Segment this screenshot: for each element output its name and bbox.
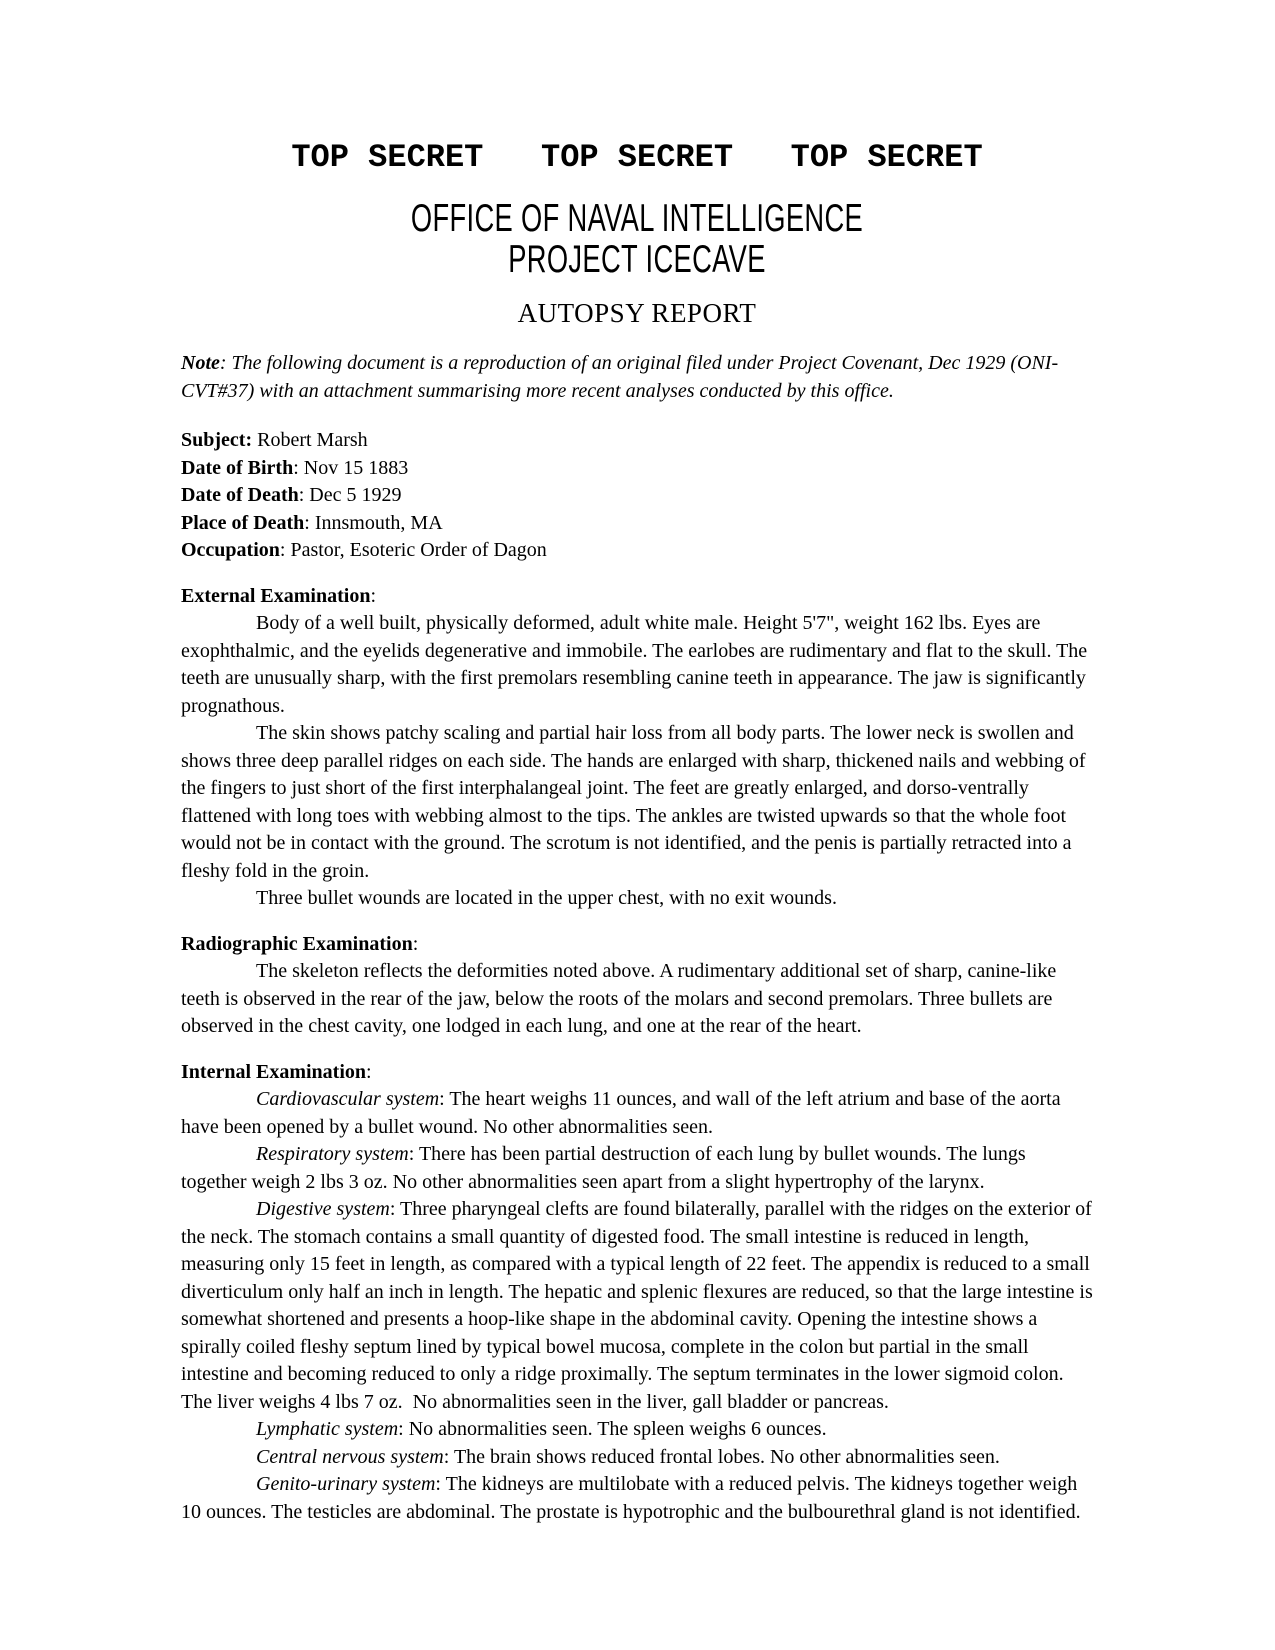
paragraph-lymphatic-system bbox=[181, 1416, 1093, 1444]
system-text: : Three pharyngeal clefts are found bilaterally, parallel with the ridges on the exterior of the neck. The stomach contains a small quantity of digested food. The small intestine is reduced in length, measuring only 15 feet in length, as compared with a typical length of 22 feet. The appendix is reduced to a small diverticulum only half an inch in length. The hepatic and splenic flexures are reduced, so that the large intestine is somewhat shortened and presents a hoop-like shape in the abdominal cavity. Opening the intestine shows a spirally coiled fleshy septum lined by typical bowel mucosa, complete in the colon but partial in the small intestine and becoming reduced to only a ridge proximally. The septum terminates in the lower sigmoid colon. The liver weighs 4 lbs 7 oz. No abnormalities seen in the liver, gall bladder or pancreas. bbox=[181, 1198, 1098, 1413]
system-text: : The kidneys are multilobate with a reduced pelvis. The kidneys together weigh 10 ounces. The testicles are abdominal. The prostate is hypotrophic and the bulbourethral gland is not identified. bbox=[181, 1473, 1083, 1523]
info-row-date-of-birth bbox=[181, 455, 1093, 483]
paragraph-respiratory-system bbox=[181, 1141, 1093, 1196]
paragraph-central-nervous-system bbox=[181, 1444, 1093, 1472]
system-text: : The heart weighs 11 ounces, and wall of the left atrium and base of the aorta have been opened by a bullet wound. No other abnormalities seen. bbox=[181, 1088, 1066, 1138]
note-text: : The following document is a reproduction of an original filed under Project Covenant, Dec 1929 (ONI-CVT#37) with an attachment summarising more recent analyses conducted by this office. bbox=[181, 352, 1059, 402]
note-label: Note bbox=[181, 352, 220, 374]
info-value: : Innsmouth, MA bbox=[304, 511, 443, 534]
system-lead: Central nervous system bbox=[256, 1445, 444, 1468]
agency-title: OFFICE OF NAVAL INTELLIGENCE bbox=[410, 197, 864, 240]
info-value: : Pastor, Esoteric Order of Dagon bbox=[279, 539, 547, 561]
classification-banner: TOP SECRET TOP SECRET TOP SECRET bbox=[291, 139, 983, 176]
system-text: : No abnormalities seen. The spleen weighs 6 ounces. bbox=[398, 1418, 827, 1440]
system-text: : There has been partial destruction of each lung by bullet wounds. The lungs together weigh 2 lbs 3 oz. No other abnormalities seen apart from a slight hypertrophy of the larynx. bbox=[181, 1143, 1031, 1193]
document-page bbox=[181, 0, 1098, 1526]
system-lead: Respiratory system bbox=[256, 1143, 409, 1165]
document-title: AUTOPSY REPORT bbox=[517, 298, 757, 328]
section-heading-text: External Examination bbox=[181, 584, 371, 607]
system-text: : The brain shows reduced frontal lobes. No other abnormalities seen. bbox=[443, 1445, 1000, 1468]
info-label: Place of Death bbox=[181, 511, 305, 534]
note-paragraph bbox=[181, 350, 1093, 405]
section-heading-suffix: : bbox=[412, 932, 419, 955]
section-heading bbox=[181, 583, 1093, 611]
info-label: Subject: bbox=[181, 429, 253, 451]
section-radiographic-examination bbox=[181, 931, 1093, 1041]
info-value: : Nov 15 1883 bbox=[293, 456, 409, 479]
paragraph-genito-urinary-system bbox=[181, 1471, 1093, 1526]
info-row-subject bbox=[181, 427, 1093, 455]
section-heading-text: Internal Examination bbox=[181, 1060, 367, 1083]
info-label: Date of Birth bbox=[181, 456, 294, 479]
info-row-occupation bbox=[181, 537, 1093, 565]
info-label: Date of Death bbox=[181, 484, 299, 506]
paragraph-cardiovascular-system bbox=[181, 1086, 1093, 1141]
section-heading-suffix: : bbox=[366, 1060, 372, 1083]
info-row-place-of-death bbox=[181, 510, 1093, 538]
info-value: Robert Marsh bbox=[252, 429, 368, 451]
section-external-examination bbox=[181, 583, 1093, 913]
project-title: PROJECT ICECAVE bbox=[508, 238, 766, 281]
system-lead: Genito-urinary system bbox=[256, 1473, 436, 1495]
paragraph: The skeleton reflects the deformities noted above. A rudimentary additional set of sharp, canine-like teeth is observed in the rear of the jaw, below the roots of the molars and second premolars. Three bullets are observed in the chest cavity, one lodged in each lung, and one at the rear of the heart. bbox=[181, 960, 1062, 1037]
system-lead: Lymphatic system bbox=[256, 1418, 399, 1440]
section-heading bbox=[181, 1059, 1093, 1087]
section-heading bbox=[181, 931, 1093, 959]
paragraph: Body of a well built, physically deformed, adult white male. Height 5'7", weight 162 lbs. Eyes are exophthalmic, and the eyelids degenerative and immobile. The earlobes are rudimentary and flat to the skull. The teeth are unusually sharp, with the first premolars resembling canine teeth in appearance. The jaw is significantly prognathous. bbox=[181, 612, 1093, 717]
paragraph-digestive-system bbox=[181, 1196, 1098, 1416]
info-row-date-of-death bbox=[181, 482, 1093, 510]
system-lead: Cardiovascular system bbox=[256, 1088, 440, 1110]
system-lead: Digestive system bbox=[256, 1198, 390, 1220]
subject-info-block bbox=[181, 427, 1093, 565]
section-heading-text: Radiographic Examination bbox=[181, 932, 413, 955]
section-heading-suffix: : bbox=[370, 584, 377, 607]
section-internal-examination bbox=[181, 1059, 1098, 1527]
info-value: : Dec 5 1929 bbox=[298, 484, 402, 506]
paragraph: Three bullet wounds are located in the upper chest, with no exit wounds. bbox=[256, 887, 837, 909]
letterhead bbox=[181, 198, 1093, 280]
paragraph: The skin shows patchy scaling and partial hair loss from all body parts. The lower neck is swollen and shows three deep parallel ridges on each side. The hands are enlarged with sharp, thickened nails and webbing of the fingers to just short of the first interphalangeal joint. The feet are greatly enlarged, and dorso-ventrally flattened with long toes with webbing almost to the tips. The ankles are twisted upwards so that the whole foot would not be in contact with the ground. The scrotum is not identified, and the penis is partially retracted into a fleshy fold in the groin. bbox=[181, 722, 1091, 882]
info-label: Occupation bbox=[181, 539, 280, 561]
